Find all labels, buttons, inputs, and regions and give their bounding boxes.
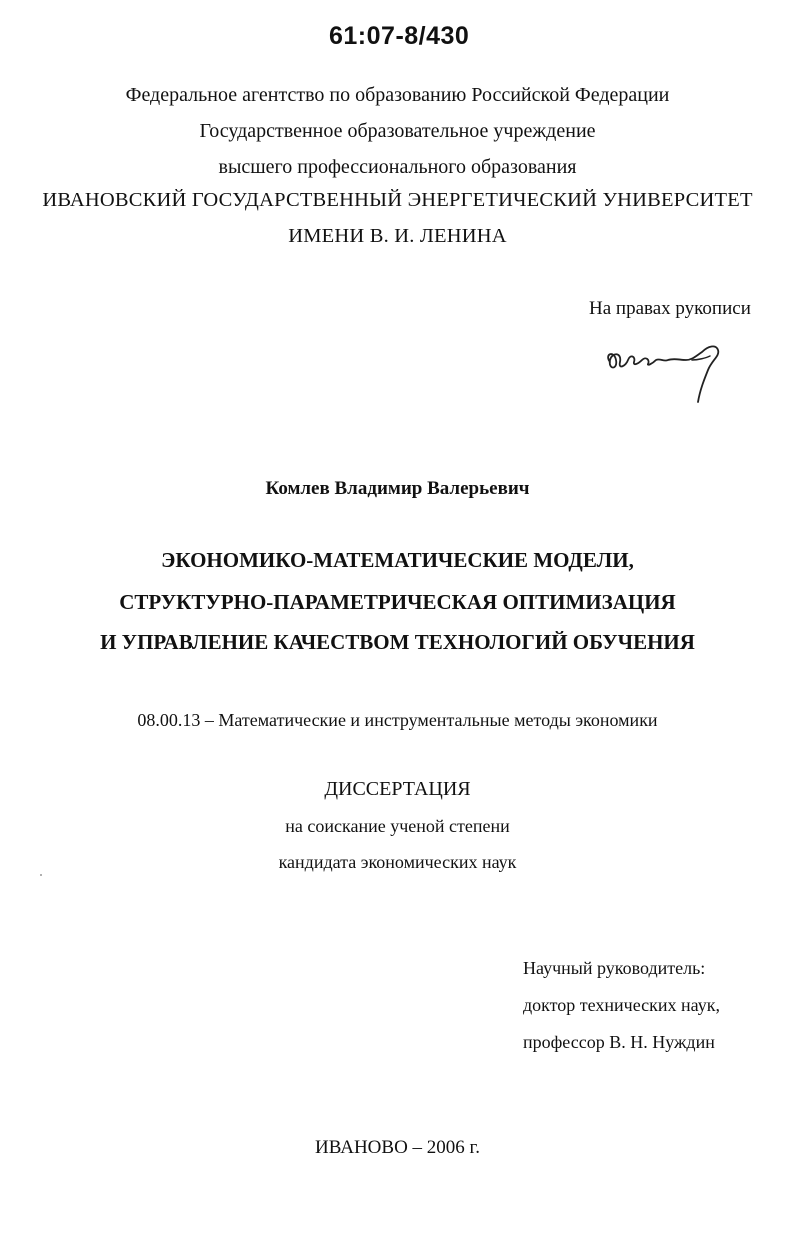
agency-line: Федеральное агентство по образованию Российской Федерации <box>125 84 670 106</box>
scan-speck <box>40 874 42 876</box>
advisor-degree: доктор технических наук, <box>523 995 720 1015</box>
title-line-3: И УПРАВЛЕНИЕ КАЧЕСТВОМ ТЕХНОЛОГИЙ ОБУЧЕНИЯ <box>100 630 695 654</box>
degree-purpose-line: на соискание ученой степени <box>285 816 510 836</box>
university-name: ИВАНОВСКИЙ ГОСУДАРСТВЕННЫЙ ЭНЕРГЕТИЧЕСКИЙ УНИВЕРСИТЕТ <box>42 189 753 211</box>
archive-stamp-number: 61:07-8/430 <box>329 22 470 50</box>
advisor-name: профессор В. Н. Нуждин <box>523 1032 715 1052</box>
city-year: ИВАНОВО – 2006 г. <box>315 1137 480 1158</box>
dissertation-heading: ДИССЕРТАЦИЯ <box>324 778 471 800</box>
handwritten-signature-icon <box>598 330 738 410</box>
degree-name-line: кандидата экономических наук <box>278 852 517 872</box>
university-named-after: ИМЕНИ В. И. ЛЕНИНА <box>288 225 507 247</box>
title-line-1: ЭКОНОМИКО-МАТЕМАТИЧЕСКИЕ МОДЕЛИ, <box>161 548 634 572</box>
manuscript-rights-note: На правах рукописи <box>589 298 751 319</box>
institution-type-line: Государственное образовательное учреждение <box>199 120 596 142</box>
author-name: Комлев Владимир Валерьевич <box>265 478 530 499</box>
title-line-2: СТРУКТУРНО-ПАРАМЕТРИЧЕСКАЯ ОПТИМИЗАЦИЯ <box>119 590 676 614</box>
education-level-line: высшего профессионального образования <box>218 156 577 178</box>
advisor-label: Научный руководитель: <box>523 958 706 978</box>
specialty-code: 08.00.13 – Математические и инструментальные методы экономики <box>137 710 658 730</box>
